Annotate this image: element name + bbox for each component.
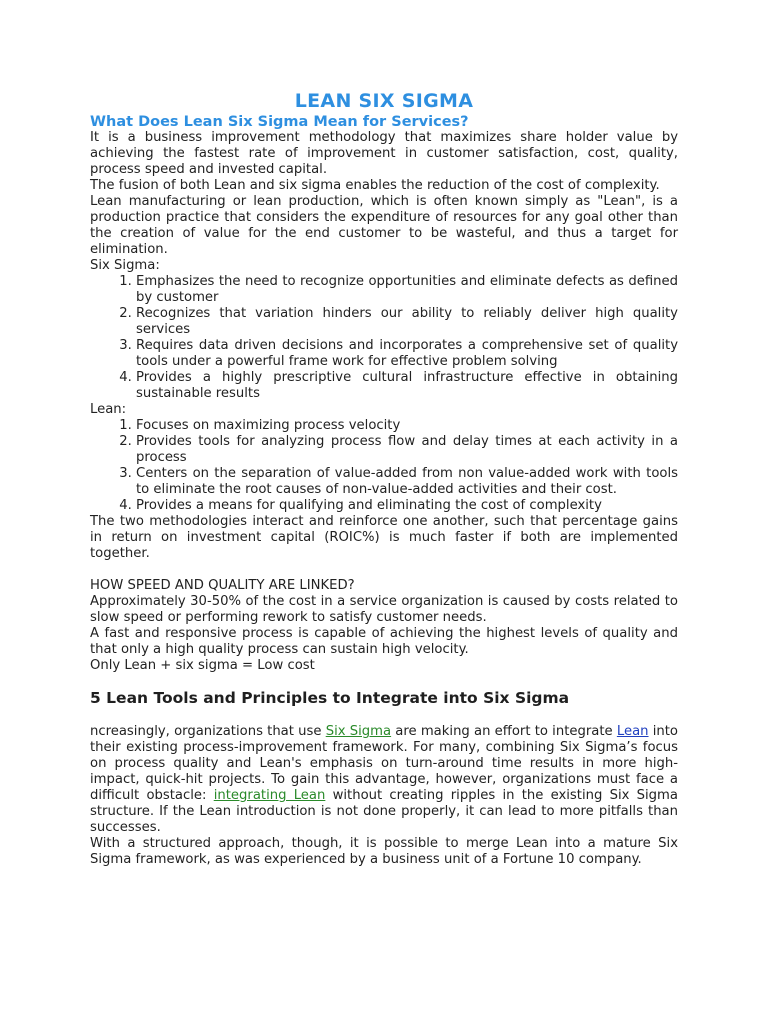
- text-run: into their existing process-improvement framework. For many, combining Six Sigma’s focus on process quality and Lean's emphasis on turn-around time results in more high-impact, quick-hit projects. To gain this advantage, however, organizations must face a difficult obstacle:: [90, 724, 679, 803]
- lean-link[interactable]: Lean: [616, 724, 649, 739]
- intro-paragraph-3: Lean manufacturing or lean production, which is often known simply as "Lean", is a production practice that considers the expenditure of resources for any goal other than the creation of value for the end customer to be wasteful, and thus a target for elimination.: [90, 194, 678, 257]
- document-page: [90, 88, 678, 868]
- list-item: 3. Centers on the separation of value-added from non value-added work with tools to eliminate the root causes of non-value-added activities and their cost.: [136, 466, 678, 498]
- speed-quality-paragraph-1: Approximately 30-50% of the cost in a service organization is caused by costs related to slow speed or performing rework to satisfy customer needs.: [90, 594, 678, 625]
- section-heading: 5 Lean Tools and Principles to Integrate into Six Sigma: [90, 689, 570, 707]
- list-item: 1. Focuses on maximizing process velocity: [136, 418, 678, 434]
- document-title: LEAN SIX SIGMA: [294, 90, 474, 112]
- lean-list: [90, 418, 678, 514]
- list-item: 2. Recognizes that variation hinders our ability to reliably deliver high quality services: [136, 306, 678, 338]
- list-item: 4. Provides a means for qualifying and eliminating the cost of complexity: [136, 498, 678, 514]
- six-sigma-link[interactable]: Six Sigma: [325, 724, 392, 739]
- document-subtitle: What Does Lean Six Sigma Mean for Services?: [90, 114, 469, 130]
- intro-paragraph-1: It is a business improvement methodology that maximizes share holder value by achieving the fastest rate of improvement in customer satisfaction, cost, quality, process speed and invested capital.: [90, 130, 678, 177]
- six-sigma-label: Six Sigma:: [90, 258, 160, 273]
- list-item: 2. Provides tools for analyzing process flow and delay times at each activity in a process: [136, 434, 678, 466]
- list-item: 1. Emphasizes the need to recognize opportunities and eliminate defects as defined by customer: [136, 274, 678, 306]
- intro-paragraph-2: The fusion of both Lean and six sigma enables the reduction of the cost of complexity.: [90, 178, 660, 193]
- list-item: 3. Requires data driven decisions and incorporates a comprehensive set of quality tools under a powerful frame work for effective problem solving: [136, 338, 678, 370]
- text-run: are making an effort to integrate: [391, 724, 617, 739]
- integrating-lean-link[interactable]: integrating Lean: [213, 788, 326, 803]
- together-paragraph: The two methodologies interact and reinforce one another, such that percentage gains in return on investment capital (ROIC%) is much faster if both are implemented together.: [90, 514, 678, 561]
- six-sigma-list: [90, 274, 678, 402]
- text-run: without creating ripples in the existing Six Sigma structure. If the Lean introduction is not done properly, it can lead to more pitfalls than successes.: [90, 788, 678, 835]
- section-paragraph-2: With a structured approach, though, it is possible to merge Lean into a mature Six Sigma framework, as was experienced by a business unit of a Fortune 10 company.: [90, 836, 678, 867]
- lean-label: Lean:: [90, 402, 127, 417]
- speed-quality-paragraph-3: Only Lean + six sigma = Low cost: [90, 658, 315, 673]
- list-item: 4. Provides a highly prescriptive cultural infrastructure effective in obtaining sustainable results: [136, 370, 678, 402]
- speed-quality-heading: HOW SPEED AND QUALITY ARE LINKED?: [90, 578, 355, 593]
- speed-quality-paragraph-2: A fast and responsive process is capable of achieving the highest levels of quality and that only a high quality process can sustain high velocity.: [90, 626, 678, 657]
- section-paragraph-1: [90, 724, 678, 836]
- text-run: ncreasingly, organizations that use: [90, 724, 326, 739]
- spacer: [90, 562, 678, 578]
